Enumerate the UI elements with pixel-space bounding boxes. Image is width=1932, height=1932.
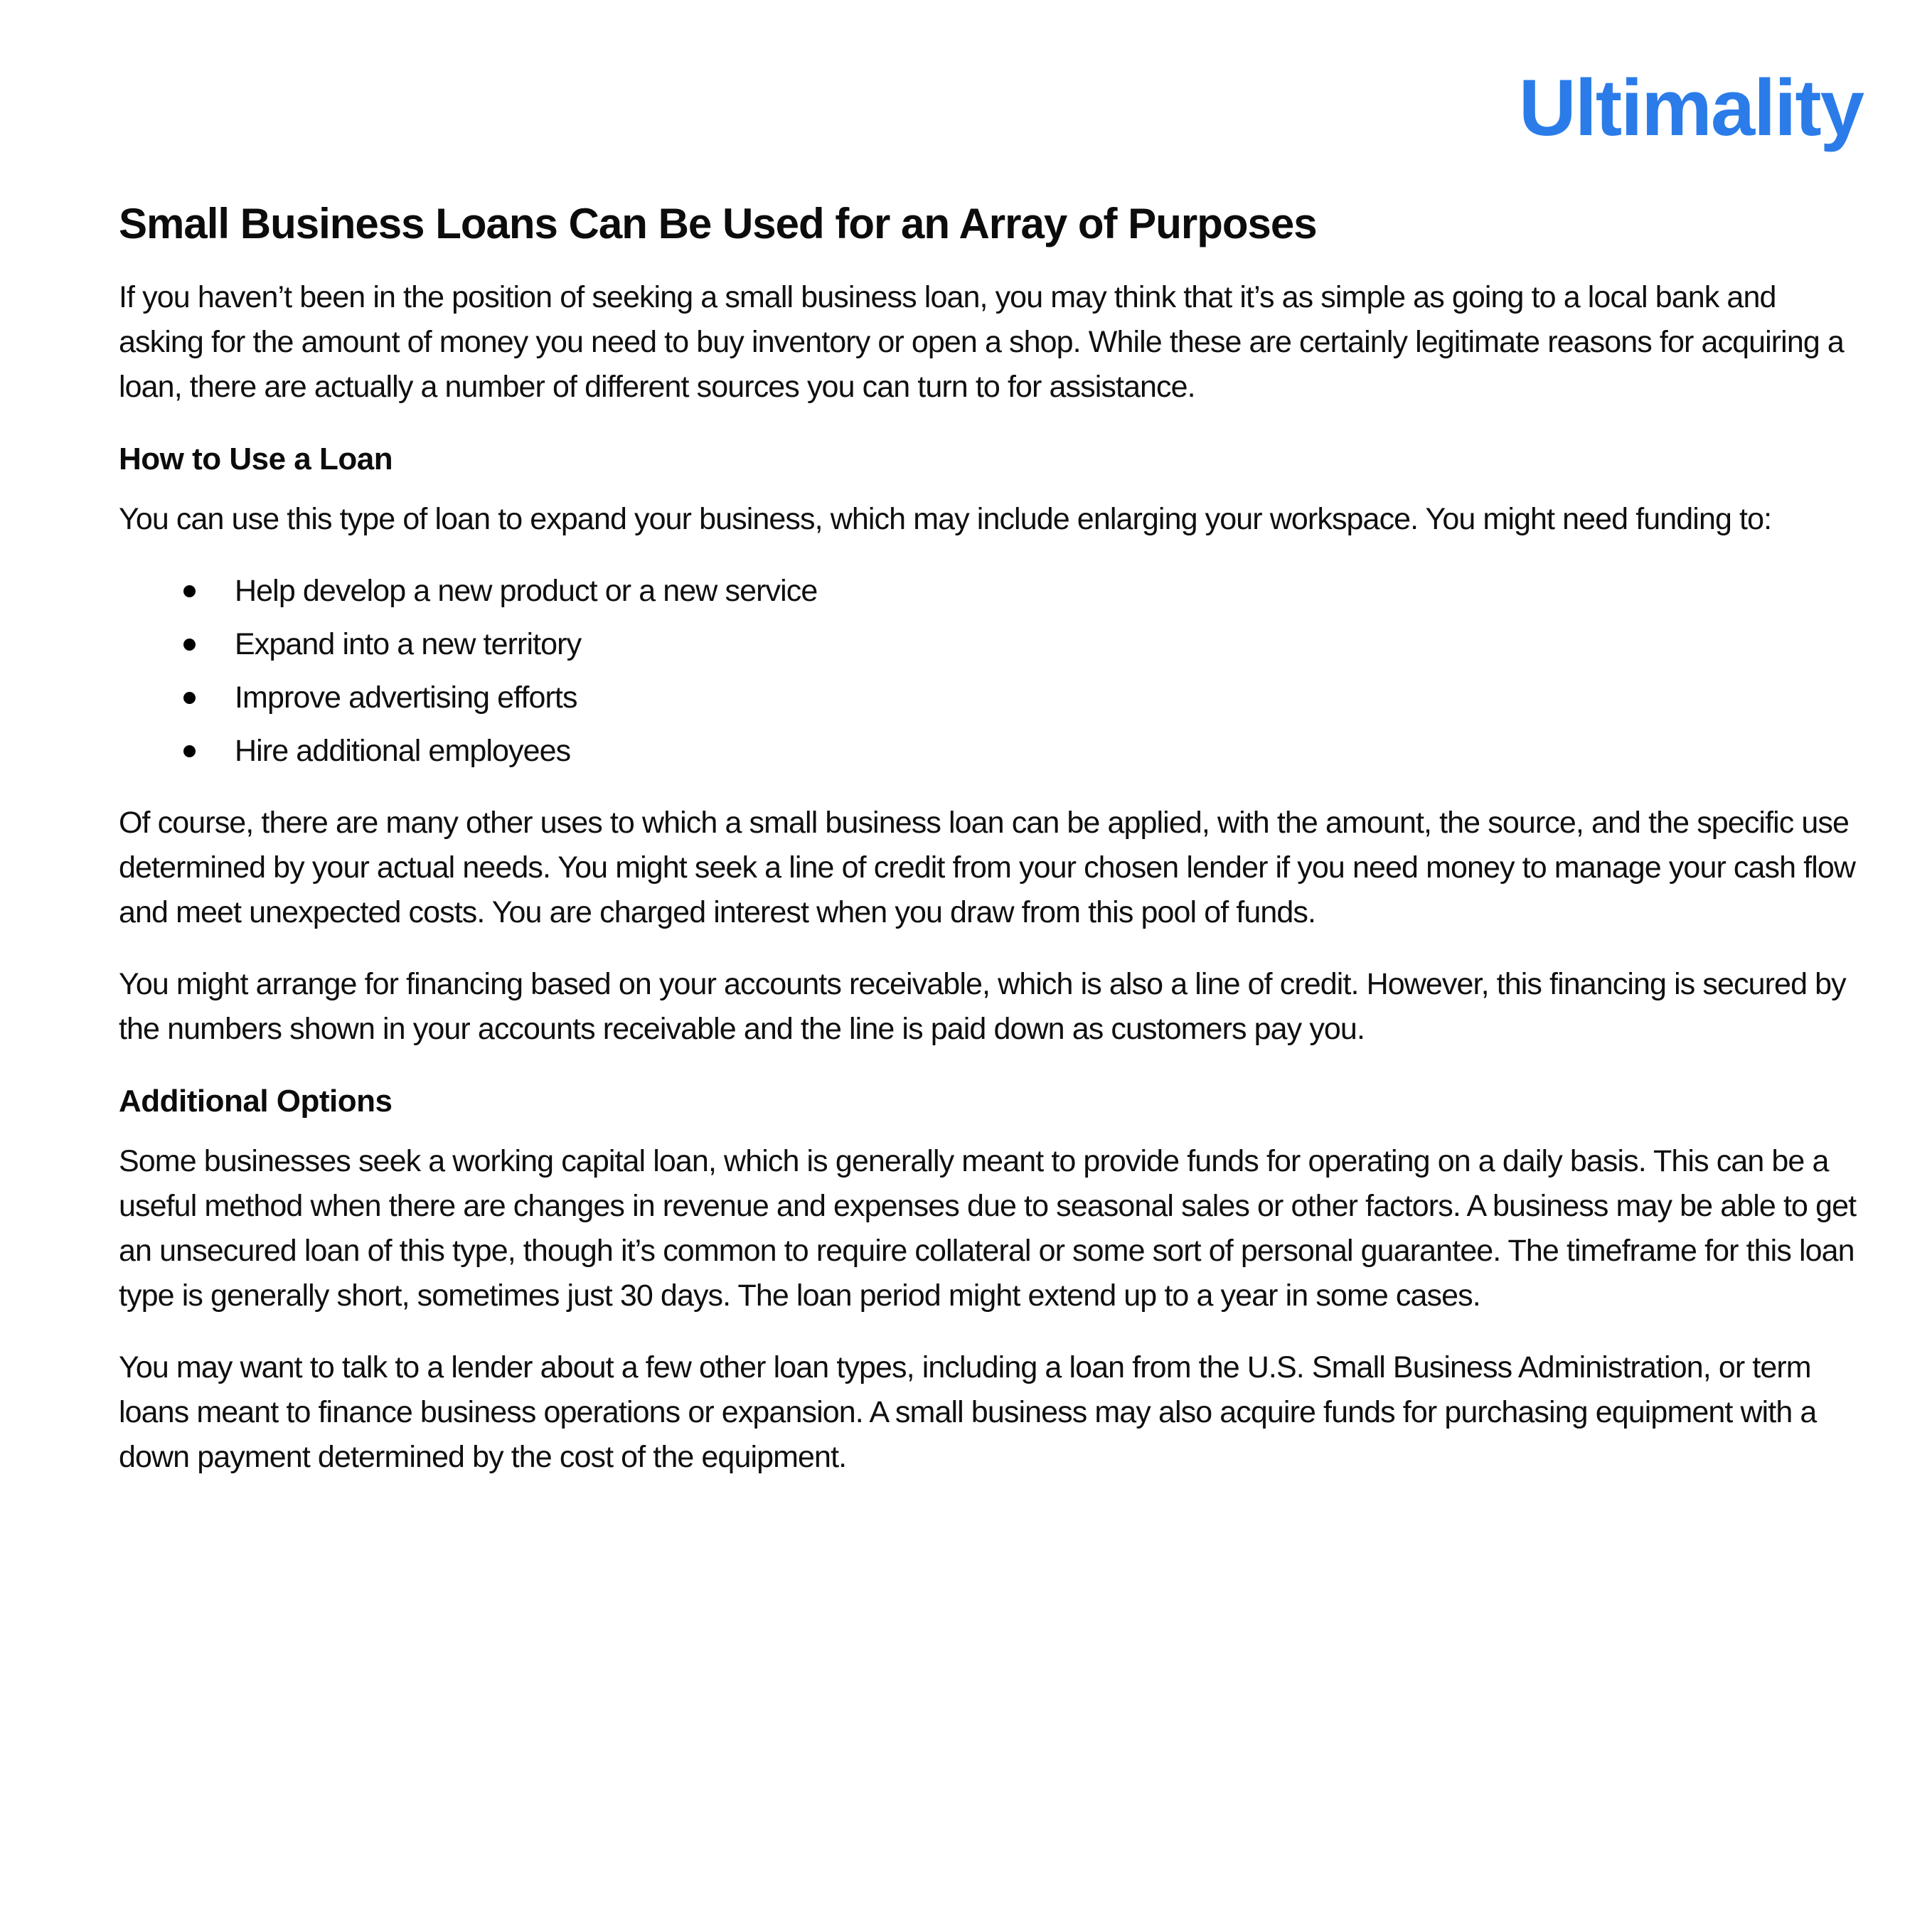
- heading-additional-options: Additional Options: [119, 1083, 393, 1119]
- list-item-label: Hire additional employees: [235, 733, 571, 768]
- list-item: [235, 676, 1863, 720]
- document-content: [119, 65, 1863, 1480]
- other-loan-types-paragraph: You may want to talk to a lender about a few other loan types, including a loan from the U.S. Small Business Administration, or term loans meant to finance business operations or expansion. A small business may also acquire funds for purchasing equipment with a down payment determined by the cost of the equipment.: [119, 1350, 1817, 1474]
- bullet-icon: [183, 692, 196, 704]
- ultimality-logo: Ultimality: [1518, 63, 1863, 152]
- brand-header: [119, 65, 1863, 151]
- lead-paragraph: You can use this type of loan to expand your business, which may include enlarging your workspace. You might need funding to:: [119, 501, 1772, 536]
- working-capital-paragraph: Some businesses seek a working capital loan, which is generally meant to provide funds for operating on a daily basis. This can be a useful method when there are changes in revenue and expenses due to seasonal sales or other factors. A business may be able to get an unsecured loan of this type, though it’s common to require collateral or some sort of personal guarantee. The timeframe for this loan type is generally short, sometimes just 30 days. The loan period might extend up to a year in some cases.: [119, 1143, 1857, 1313]
- bullet-icon: [183, 585, 196, 597]
- list-item: [235, 622, 1863, 667]
- accounts-receivable-paragraph: You might arrange for financing based on your accounts receivable, which is also a line of credit. However, this financing is secured by the numbers shown in your accounts receivable and the line is paid down as customers pay you.: [119, 966, 1846, 1046]
- list-item-label: Improve advertising efforts: [235, 680, 577, 715]
- heading-how-to-use-a-loan: How to Use a Loan: [119, 441, 393, 476]
- other-uses-paragraph: Of course, there are many other uses to which a small business loan can be applied, with the amount, the source, and the specific use determined by your actual needs. You might seek a line of credit from your chosen lender if you need money to manage your cash flow and meet unexpected costs. You are charged interest when you draw from this pool of funds.: [119, 805, 1856, 929]
- list-item: [235, 729, 1863, 774]
- document-title: Small Business Loans Can Be Used for an Array of Purposes: [119, 199, 1317, 247]
- loan-uses-list: [119, 569, 1863, 774]
- intro-paragraph: If you haven’t been in the position of seeking a small business loan, you may think that it’s as simple as going to a local bank and asking for the amount of money you need to buy inventory or open a shop. While these are certainly legitimate reasons for acquiring a loan, there are actually a number of different sources you can turn to for assistance.: [119, 279, 1844, 404]
- list-item-label: Help develop a new product or a new service: [235, 573, 818, 608]
- bullet-icon: [183, 639, 196, 651]
- list-item-label: Expand into a new territory: [235, 626, 582, 661]
- list-item: [235, 569, 1863, 614]
- bullet-icon: [183, 745, 196, 757]
